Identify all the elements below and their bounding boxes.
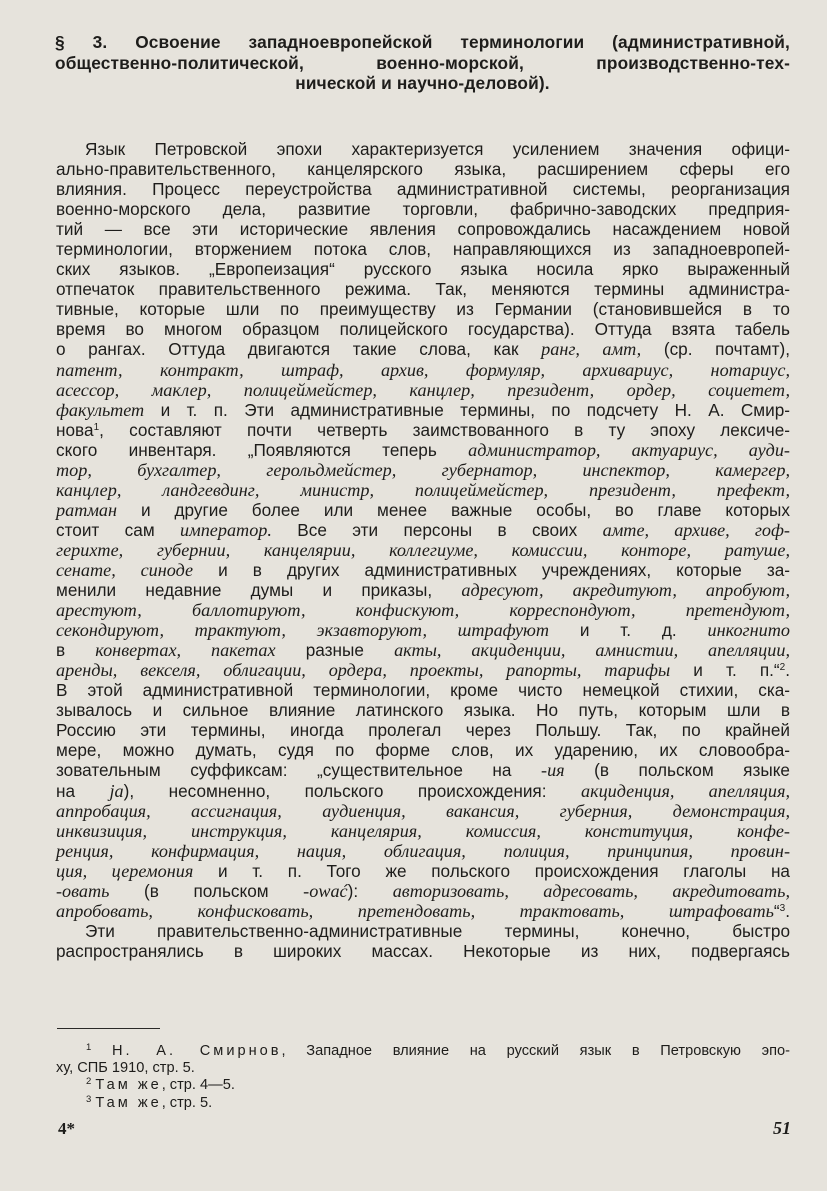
text-line [56,219,790,239]
text-run: менили недавние думы и приказы, [56,580,462,601]
text-run: и т. п.“ [670,660,780,681]
text-run: разные [275,640,395,661]
text-line [56,720,790,740]
footnote-text: , стр. 4—5. [161,1077,235,1094]
text-line [56,901,790,921]
footnote-text: , стр. 5. [161,1094,213,1111]
text-line [56,400,790,420]
text-run: Все эти персоны в своих [271,519,603,540]
text-line [56,740,790,760]
text-run: в [56,640,96,661]
text-run: “ [773,900,780,921]
text-line [56,620,790,640]
italic-term: адресуют, акредитуют, апробуют, [461,580,791,601]
italic-term: акциденция, апелляция, [580,780,790,801]
text-run: ), несомненно, польского происхождения: [123,780,581,801]
italic-term: конвертах, пакетах [95,640,276,661]
footnote-text: ху, СПБ 1910, стр. 5. [56,1060,195,1077]
text-line [56,881,790,901]
footnote-ref-1: 1 [93,421,100,433]
text-run: и т. д. [549,620,708,641]
text-line [56,259,790,279]
text-run: время во многом образцом полицейского государства). Оттуда взята табель [56,319,790,340]
main-paragraph [56,139,790,961]
text-run: и т. п. Того же польского происхождения глаголы на [193,860,790,881]
italic-term: акты, акциденции, амнистии, апелляции, [394,640,790,661]
text-run: . [785,900,790,921]
italic-term: аппробация, ассигнация, аудиенция, вакансия, губерния, демонстрация, [56,800,790,821]
footnotes [56,1043,790,1112]
italic-term: герихте, губернии, канцелярии, коллегиуме, комиссии, конторе, ратуше, [56,539,790,560]
text-line [56,700,790,720]
text-line [56,279,790,299]
text-line [56,680,790,700]
italic-term: ранг, амт, [541,339,642,360]
text-run: Эти правительственно-административные термины, конечно, быстро [85,920,790,941]
text-line [56,500,790,520]
footnote-text: , Западное влияние на русский язык в Петровскую эпо- [281,1043,791,1059]
text-run: ского инвентаря. „Появляются теперь [56,439,469,460]
text-run: распространялись в широких массах. Некоторые из них, подвергаясь [56,940,790,961]
footnote-marker: 3 [86,1093,92,1105]
italic-term: -ия [541,760,565,781]
text-run: о рангах. Оттуда двигаются такие слова, как [56,339,542,360]
italic-term: ратман [56,499,118,520]
section-heading [55,32,790,94]
heading-line-2: общественно-политической, военно-морской, производственно-тех- [55,52,790,73]
text-run: Россию эти термины, иногда пролегал через Польшу. Так, по крайней [56,720,790,741]
italic-term: -овать [56,880,110,901]
text-line [56,540,790,560]
italic-term: арестуют, баллотируют, конфискуют, корреспондуют, претендуют, [56,600,790,621]
text-line [56,179,790,199]
text-run: ально-правительственного, канцелярского языка, расширением сферы его [56,159,790,180]
text-run: зывалось и сильное влияние латинского языка. Но путь, которым шли в [56,700,790,721]
text-line [56,821,790,841]
text-run: ских языков. „Европеизация“ русского языка носила ярко выраженный [56,259,790,280]
page-number: 51 [773,1118,791,1138]
text-line [56,159,790,179]
italic-term: ja [109,780,124,801]
italic-term: ренция, конфирмация, нация, облигация, полиция, принципия, провин- [56,840,790,861]
heading-line-3: нической и научно-деловой). [295,73,550,93]
italic-term: сенате, синоде [56,559,194,580]
footnote-1 [56,1043,790,1060]
italic-term: авторизовать, адресовать, акредитовать, [392,880,790,901]
text-line [56,520,790,540]
footnote-3 [56,1095,790,1112]
text-line [56,440,790,460]
text-line [56,580,790,600]
footnote-ibid: Там же [95,1094,162,1111]
text-line [56,420,790,440]
italic-term: администратор, актуариус, ауди- [468,439,790,460]
text-run: и в других административных учреждениях, которые за- [193,559,790,580]
italic-term: канцлер, ландгевдинг, министр, полицеймейстер, президент, префект, [56,479,790,500]
italic-term: ция, церемония [56,860,194,881]
text-run: и другие более или менее важные особы, во главе которых [117,499,790,520]
italic-term: факультет [56,399,145,420]
italic-term: тор, бухгалтер, герольдмейстер, губернатор, инспектор, камергер, [56,459,790,480]
text-run: (ср. почтамт), [641,339,790,360]
italic-term: инквизиция, инструкция, канцелярия, комиссия, конституция, конфе- [56,820,790,841]
text-run: . [785,660,790,681]
text-run: В этой административной терминологии, кроме чисто немецкой стихии, ска- [56,680,790,701]
text-line [56,339,790,359]
text-run: терминологии, вторжением потока слов, направляющихся из западноевропей- [56,239,790,260]
text-line [56,299,790,319]
italic-term: секондируют, трактуют, экзавторуют, штрафуют [56,620,550,641]
text-line [56,841,790,861]
italic-term: император. [180,519,272,540]
text-run: ): [347,880,393,901]
text-line [56,861,790,881]
text-line [56,199,790,219]
text-run: и т. п. Эти административные термины, по подсчету Н. А. Смир- [144,399,790,420]
footnote-divider [57,1028,160,1029]
text-line [56,921,790,941]
text-line [56,139,790,159]
footnote-ibid: Там же [95,1077,162,1094]
italic-term: апробовать, конфисковать, претендовать, трактовать, штрафовать [56,900,774,921]
italic-term: патент, контракт, штраф, архив, формуляр, архивариус, нотариус, [56,359,790,380]
text-run: (в польском [109,880,304,901]
text-run: нова [56,419,94,440]
text-line [56,239,790,259]
italic-term: аренды, векселя, облигации, ордера, проекты, рапорты, тарифы [56,660,671,681]
footnote-ref-2: 2 [779,662,786,674]
text-run: военно-морского дела, развитие торговли, фабрично-заводских предприя- [56,199,790,220]
italic-term: -ować [303,880,348,901]
text-line [56,600,790,620]
text-run: зовательным суффиксам: „существительное на [56,760,542,781]
italic-term: инкогнито [707,620,790,641]
text-run: мере, можно думать, судя по форме слов, их ударению, их словообра- [56,740,790,761]
text-line [56,760,790,780]
footnote-marker: 1 [86,1042,92,1053]
heading-line-1: § 3. Освоение западноевропейской терминологии (административной, [55,32,790,52]
text-line [56,941,790,961]
text-line [56,781,790,801]
text-line [56,801,790,821]
text-run: , составляют почти четверть заимствованного в ту эпоху лексиче- [99,419,790,440]
text-run: стоит сам [56,519,180,540]
italic-term: амте, архиве, гоф- [602,519,790,540]
text-line [56,640,790,660]
text-run: влияния. Процесс переустройства административной системы, реорганизация [56,179,790,200]
footnote-ref-3: 3 [779,902,786,914]
text-line [56,480,790,500]
text-line [56,560,790,580]
text-line [56,319,790,339]
text-run: тивные, которые шли по преимуществу из Германии (становившейся в то [56,299,790,320]
text-line [56,360,790,380]
text-line [56,380,790,400]
footnote-author: Н. А. Смирнов [112,1043,282,1059]
footnote-2 [56,1077,790,1094]
footnote-1-continued [56,1060,790,1077]
italic-term: асессор, маклер, полицеймейстер, канцлер, президент, ордер, социетет, [56,379,790,400]
text-run: отпечаток правительственного режима. Так, меняются термины администра- [56,279,790,300]
footnote-marker: 2 [86,1076,92,1088]
text-line [56,460,790,480]
text-line [56,660,790,680]
text-run: Язык Петровской эпохи характеризуется усилением значения офици- [85,139,790,159]
signature-mark: 4* [58,1119,75,1138]
text-run: (в польском языке [564,760,790,781]
text-run: на [56,780,110,801]
text-run: тий — все эти исторические явления сопровождались насаждением новой [56,219,790,240]
